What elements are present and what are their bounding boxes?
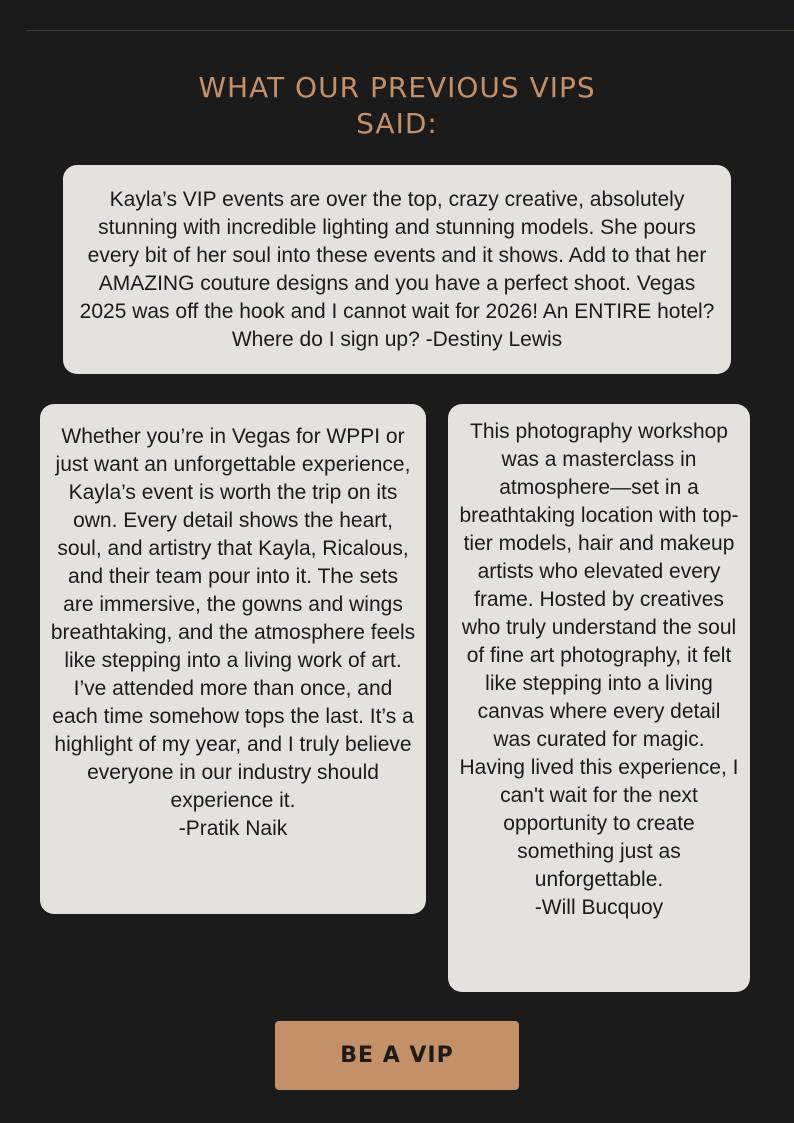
section-heading bbox=[0, 70, 794, 142]
testimonial-text: Kayla’s VIP events are over the top, crazy creative, absolutely stunning with incredible lighting and stunning models. She pours every bit of her soul into these events and it shows. Add to that her AMAZING couture designs and you have a perfect shoot. Vegas 2025 was off the hook and I cannot wait for 2026! An ENTIRE hotel? Where do I sign up? -Destiny Lewis bbox=[79, 188, 715, 351]
testimonial-card-will-bucquoy bbox=[448, 404, 750, 992]
be-a-vip-button[interactable]: BE A VIP bbox=[275, 1021, 519, 1090]
testimonial-card-destiny-lewis bbox=[63, 165, 731, 374]
heading-line-2: SAID: bbox=[356, 107, 438, 140]
top-divider bbox=[26, 30, 794, 31]
testimonial-card-pratik-naik bbox=[40, 404, 426, 914]
testimonial-text: Whether you’re in Vegas for WPPI or just want an unforgettable experience, Kayla’s event is worth the trip on its own. Every detail shows the heart, soul, and artistry that Kayla, Ricalous, and their team pour into it. The sets are immersive, the gowns and wings breathtaking, and the atmosphere feels like stepping into a living work of art. I’ve attended more than once, and each time somehow tops the last. It’s a highlight of my year, and I truly believe everyone in our industry should experience it. bbox=[50, 425, 416, 812]
testimonial-text: This photography workshop was a masterclass in atmosphere—set in a breathtaking location with top-tier models, hair and makeup artists who elevated every frame. Hosted by creatives who truly understand the soul of fine art photography, it felt like stepping into a living canvas where every detail was curated for magic. Having lived this experience, I can't wait for the next opportunity to create something just as unforgettable. bbox=[459, 420, 739, 891]
testimonial-author: -Will Bucquoy bbox=[534, 896, 664, 919]
testimonial-author: -Pratik Naik bbox=[178, 817, 288, 840]
heading-line-1: WHAT OUR PREVIOUS VIPS bbox=[198, 71, 596, 104]
